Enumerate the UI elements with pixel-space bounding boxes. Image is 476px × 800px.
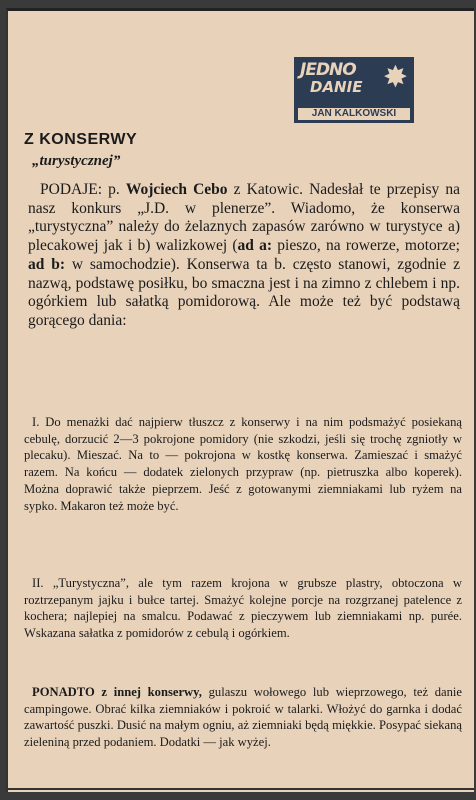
article-title: Z KONSERWY [24,131,138,148]
newspaper-clipping [6,8,474,792]
intro-ad-b: ad b: [28,255,65,273]
recipe-paragraph-2: II. „Turystyczna”, ale tym razem krojona w grubsze plastry, obtoczona w roztrzepanym jajku i bułce tartej. Smażyć kolejne porcje na rozgrzanej patelence z kochera; najlepiej na smalcu. Podawać z pieczywem lub ziemniakami np. purée. Wskazana sałatka z pomidorów z cebulą i ogórkiem. [24,576,462,641]
intro-end: w samochodzie). Konserwa ta b. często stanowi, zgodnie z nazwą, podstawę posiłku, bo smaczna jest i na zimno z chlebem i np. ogórkiem lub sałatką pomidorową. Ale może też być podstawą gorącego dania: [28,255,460,329]
para3-rest: gulaszu wołowego lub wieprzowego, też danie campingowe. Obrać kilka ziemniaków i pokroić w talarki. Włożyć do garnka i dodać zawartość puszki. Dusić na małym ogniu, aż ziemniaki będą miękkie. Posypać siekaną zieleniną przed podaniem. Dodatki — jak wyżej. [24,685,462,750]
intro-lead: PODAJE: p. [40,181,126,198]
intro-mid: pieszo, na rowerze, motorze; [272,237,460,255]
logo-author: JAN KALKOWSKI [298,108,410,120]
intro-rest: z Katowic. Nadesłał te przepisy na nasz konkurs „J.D. w plenerze”. Wiadomo, że konserwa „turystyczna” należy do żelaznych zapasów zarówno w turystyce a) plecakowej jak i b) walizkowej ( [28,181,460,255]
intro-ad-a: ad a: [237,237,273,255]
logo-line-1: JEDNO [300,60,356,80]
logo-line-2: DANIE [310,78,363,96]
bottom-rule [8,788,474,790]
intro-author: Wojciech Cebo [125,181,228,198]
star-burst-icon: ✸ [382,61,408,94]
recipe-paragraph-3 [24,684,462,751]
column-logo [294,57,414,123]
intro-paragraph [28,181,460,331]
para3-lead: PONADTO z innej konserwy, [32,685,202,699]
article-subtitle: „turystycznej” [32,153,121,169]
recipe-paragraph-1: I. Do menażki dać najpierw tłuszcz z konserwy i na nim podsmażyć posiekaną cebulę, dorzucić 2—3 pokrojone pomidory (nie szkodzi, jeśli się trochę zgniotły w plecaku). Mieszać. Na to — pokrojona w kostkę konserwa. Zamieszać i smażyć razem. Na końcu — dodatek zielonych przypraw (np. pietruszka albo koperek). Można doprawić także pieprzem. Jeść z gotowanymi ziemniakami lub ryżem na sypko. Makaron też może być. [24,415,462,513]
